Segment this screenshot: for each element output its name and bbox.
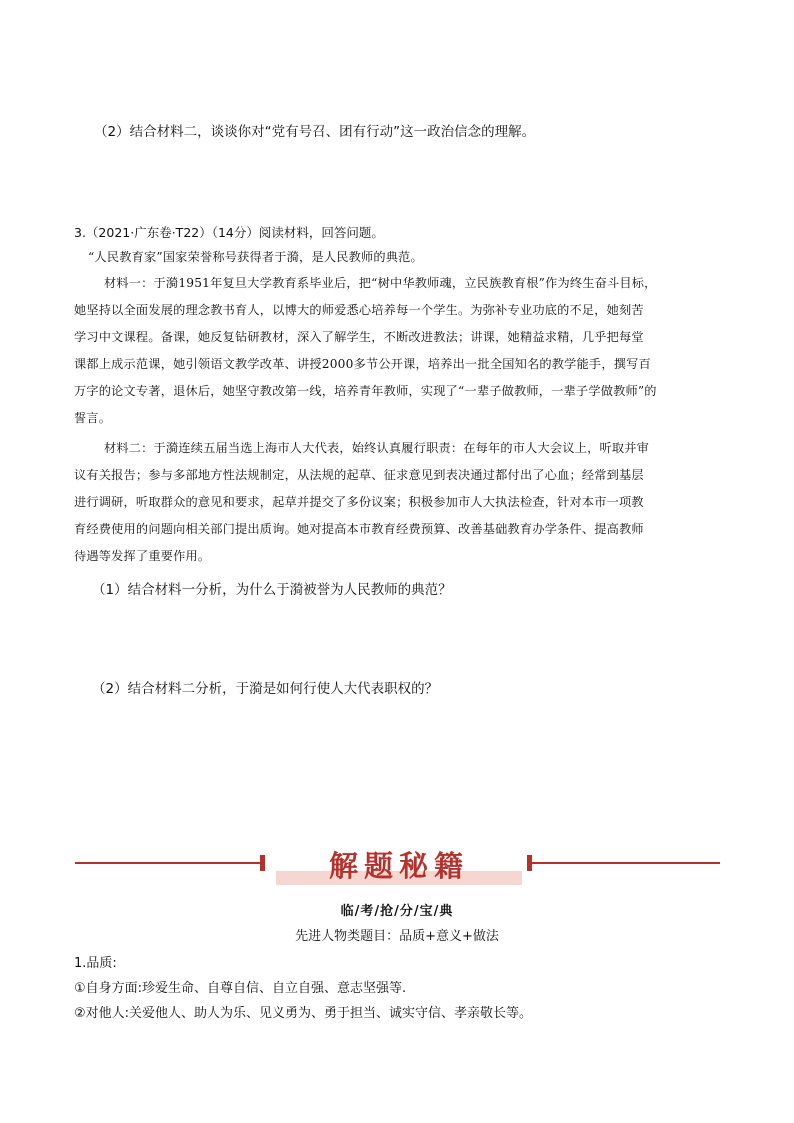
material-1-line: 誓言。 bbox=[74, 411, 112, 425]
material-2-line: 议有关报告；参与多部地方性法规制定，从法规的起草、征求意见到表决通过都付出了心血；经常到基层 bbox=[74, 468, 644, 482]
material-1-line: 万字的论文专著，退休后，她坚守教改第一线，培养青年教师，实现了“一辈子做教师，一辈子学做教师”的 bbox=[74, 384, 657, 398]
material-2-line: 进行调研，听取群众的意见和要求，起草并提交了多份议案；积极参加市人大执法检查，针对本市一项教 bbox=[74, 495, 644, 509]
section-item: ②对他人:关爱他人、助人为乐、见义勇为、勇于担当、诚实守信、孝亲敬长等。 bbox=[74, 1006, 533, 1021]
section-header-left-line bbox=[75, 862, 260, 864]
section-header-right-line bbox=[532, 862, 720, 864]
section-header-left-bar bbox=[260, 855, 265, 871]
question-3-sub-1: （1）结合材料一分析，为什么于漪被誉为人民教师的典范？ bbox=[92, 582, 452, 598]
material-2-line: 育经费使用的问题向相关部门提出质询。她对提高本市教育经费预算、改善基础教育办学条件、提高教师 bbox=[74, 522, 644, 536]
question-3-source: 3.（2021·广东卷·T22）（14分）阅读材料，回答问题。 bbox=[74, 225, 384, 240]
section-subtitle: 临/考/抢/分/宝/典 bbox=[340, 904, 454, 919]
material-1-line: 材料一：于漪1951年复旦大学教育系毕业后，把“树中华教师魂，立民族教育根”作为终生奋斗目标， bbox=[104, 276, 657, 290]
question-3-intro: “人民教育家”国家荣誉称号获得者于漪，是人民教师的典范。 bbox=[88, 250, 423, 264]
question-2-top: （2）结合材料二，谈谈你对“党有号召、团有行动”这一政治信念的理解。 bbox=[94, 124, 536, 140]
section-title: 解题秘籍 bbox=[328, 849, 469, 883]
material-2-line: 材料二：于漪连续五届当选上海市人大代表，始终认真履行职责：在每年的市人大会议上，听取并审 bbox=[104, 441, 650, 455]
material-1-line: 学习中文课程。备课，她反复钻研教材，深入了解学生，不断改进教法；讲课，她精益求精，几乎把每堂 bbox=[74, 330, 644, 344]
section-formula: 先进人物类题目：品质+意义+做法 bbox=[295, 929, 499, 944]
material-1-line: 她坚持以全面发展的理念教书育人，以博大的师爱悉心培养每一个学生。为弥补专业功底的不足，她刻苦 bbox=[74, 303, 644, 317]
material-2-line: 待遇等发挥了重要作用。 bbox=[74, 549, 211, 563]
material-1-line: 课都上成示范课，她引领语文教学改革、讲授2000多节公开课，培养出一批全国知名的教学能手，撰写百 bbox=[74, 357, 651, 371]
section-item: ①自身方面:珍爱生命、自尊自信、自立自强、意志坚强等. bbox=[74, 981, 407, 996]
question-3-sub-2: （2）结合材料二分析，于漪是如何行使人大代表职权的？ bbox=[92, 681, 439, 697]
section-heading: 1.品质: bbox=[74, 956, 117, 971]
